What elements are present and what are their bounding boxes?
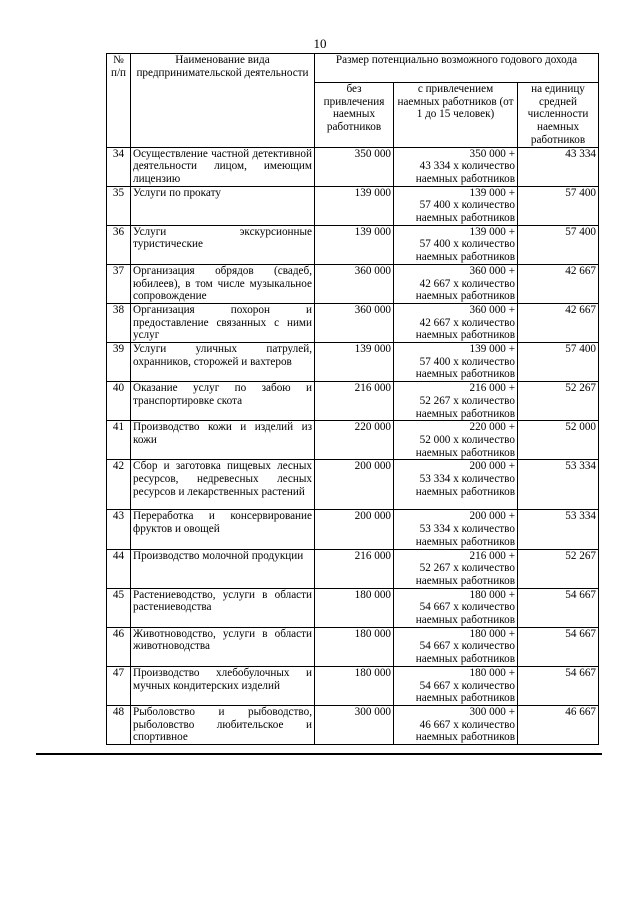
activity-name: Производство кожи и изделий из кожи xyxy=(131,421,315,460)
formula-line: 53 334 х количество xyxy=(419,523,515,536)
activity-name: Организация обрядов (свадеб, юбилеев), в том числе музыкальное сопровождение xyxy=(131,264,315,303)
header-number: № п/п xyxy=(107,54,131,148)
table-row xyxy=(107,510,599,549)
formula-line: 54 667 х количество xyxy=(419,601,515,614)
formula-line: наемных работников xyxy=(415,290,515,303)
income-with-workers xyxy=(394,343,518,382)
table-row xyxy=(107,460,599,510)
formula-line: 139 000 + xyxy=(469,343,515,356)
formula-line: 180 000 + xyxy=(469,588,515,601)
formula-line: наемных работников xyxy=(415,653,515,666)
row-number: 41 xyxy=(107,421,131,460)
formula-line: 180 000 + xyxy=(469,627,515,640)
activity-name: Услуги уличных патрулей, охранников, сторожей и вахтеров xyxy=(131,343,315,382)
income-per-worker: 52 267 xyxy=(518,549,599,588)
formula-line: 216 000 + xyxy=(469,549,515,562)
formula-line: наемных работников xyxy=(415,172,515,185)
formula-line: 46 667 х количество xyxy=(419,718,515,731)
income-per-worker: 54 667 xyxy=(518,588,599,627)
header-with-workers: с привлечением наемных работников (от 1 до 15 человек) xyxy=(394,83,518,148)
income-without-workers: 216 000 xyxy=(315,382,394,421)
formula-line: наемных работников xyxy=(415,212,515,225)
table-row xyxy=(107,421,599,460)
activity-name: Рыболовство и рыбоводство, рыболовство любительское и спортивное xyxy=(131,705,315,744)
bottom-rule xyxy=(36,753,602,755)
activity-name: Услуги по прокату xyxy=(131,186,315,225)
income-per-worker: 53 334 xyxy=(518,460,599,510)
activity-name: Услуги экскурсионные туристические xyxy=(131,225,315,264)
activity-name: Сбор и заготовка пищевых лесных ресурсов, недревесных лесных ресурсов и лекарственных растений xyxy=(131,460,315,510)
income-with-workers xyxy=(394,705,518,744)
formula-line: наемных работников xyxy=(415,574,515,587)
row-number: 40 xyxy=(107,382,131,421)
income-per-worker: 57 400 xyxy=(518,186,599,225)
activity-name: Растениеводство, услуги в области растениеводства xyxy=(131,588,315,627)
income-with-workers xyxy=(394,303,518,342)
income-without-workers: 139 000 xyxy=(315,225,394,264)
row-number: 34 xyxy=(107,147,131,186)
table-row xyxy=(107,382,599,421)
row-number: 46 xyxy=(107,627,131,666)
formula-line: наемных работников xyxy=(415,692,515,705)
activity-name: Производство хлебобулочных и мучных кондитерских изделий xyxy=(131,666,315,705)
income-without-workers: 350 000 xyxy=(315,147,394,186)
formula-line: 52 267 х количество xyxy=(419,394,515,407)
formula-line: 57 400 х количество xyxy=(419,199,515,212)
income-per-worker: 52 267 xyxy=(518,382,599,421)
formula-line: 139 000 + xyxy=(469,186,515,199)
table-row xyxy=(107,303,599,342)
income-with-workers xyxy=(394,147,518,186)
activity-name: Переработка и консервирование фруктов и овощей xyxy=(131,510,315,549)
table-row xyxy=(107,186,599,225)
table-row xyxy=(107,147,599,186)
formula-line: наемных работников xyxy=(415,329,515,342)
formula-line: 57 400 х количество xyxy=(419,355,515,368)
income-without-workers: 360 000 xyxy=(315,264,394,303)
formula-line: 300 000 + xyxy=(469,705,515,718)
income-without-workers: 360 000 xyxy=(315,303,394,342)
header-income-group: Размер потенциально возможного годового дохода xyxy=(315,54,599,83)
activity-name: Осуществление частной детективной деятельности лицом, имеющим лицензию xyxy=(131,147,315,186)
formula-line: 216 000 + xyxy=(469,382,515,395)
income-per-worker: 53 334 xyxy=(518,510,599,549)
formula-line: наемных работников xyxy=(415,731,515,744)
activity-name: Животноводство, услуги в области животноводства xyxy=(131,627,315,666)
formula-line: 360 000 + xyxy=(469,264,515,277)
income-without-workers: 180 000 xyxy=(315,627,394,666)
income-without-workers: 200 000 xyxy=(315,510,394,549)
formula-line: 350 000 + xyxy=(469,147,515,160)
table-row xyxy=(107,627,599,666)
header-per-unit: на единицу средней численности наемных работников xyxy=(518,83,599,148)
income-with-workers xyxy=(394,421,518,460)
formula-line: 200 000 + xyxy=(469,510,515,523)
income-without-workers: 300 000 xyxy=(315,705,394,744)
income-with-workers xyxy=(394,510,518,549)
row-number: 42 xyxy=(107,460,131,510)
income-per-worker: 57 400 xyxy=(518,343,599,382)
activity-name: Производство молочной продукции xyxy=(131,549,315,588)
activity-name: Оказание услуг по забою и транспортировке скота xyxy=(131,382,315,421)
row-number: 44 xyxy=(107,549,131,588)
formula-line: наемных работников xyxy=(415,614,515,627)
income-without-workers: 180 000 xyxy=(315,666,394,705)
income-per-worker: 52 000 xyxy=(518,421,599,460)
income-per-worker: 54 667 xyxy=(518,666,599,705)
formula-line: наемных работников xyxy=(415,446,515,459)
formula-line: 180 000 + xyxy=(469,666,515,679)
income-table xyxy=(106,53,599,745)
income-with-workers xyxy=(394,186,518,225)
formula-line: 220 000 + xyxy=(469,421,515,434)
row-number: 47 xyxy=(107,666,131,705)
formula-line: наемных работников xyxy=(415,485,515,498)
income-per-worker: 43 334 xyxy=(518,147,599,186)
formula-line: 52 000 х количество xyxy=(419,433,515,446)
income-without-workers: 139 000 xyxy=(315,343,394,382)
income-without-workers: 139 000 xyxy=(315,186,394,225)
table-row xyxy=(107,588,599,627)
activity-name: Организация похорон и предоставление связанных с ними услуг xyxy=(131,303,315,342)
header-activity-name: Наименование вида предпринимательской деятельности xyxy=(131,54,315,148)
table-row xyxy=(107,225,599,264)
header-without-workers: без привлечения наемных работников xyxy=(315,83,394,148)
formula-line: 52 267 х количество xyxy=(419,562,515,575)
page-number: 10 xyxy=(313,36,327,51)
formula-line: наемных работников xyxy=(415,368,515,381)
income-per-worker: 57 400 xyxy=(518,225,599,264)
formula-line: 42 667 х количество xyxy=(419,316,515,329)
row-number: 36 xyxy=(107,225,131,264)
income-without-workers: 200 000 xyxy=(315,460,394,510)
row-number: 37 xyxy=(107,264,131,303)
income-per-worker: 42 667 xyxy=(518,264,599,303)
table-row xyxy=(107,264,599,303)
formula-line: наемных работников xyxy=(415,407,515,420)
table-row xyxy=(107,666,599,705)
income-with-workers xyxy=(394,225,518,264)
row-number: 45 xyxy=(107,588,131,627)
formula-line: 54 667 х количество xyxy=(419,679,515,692)
table-row xyxy=(107,705,599,744)
income-with-workers xyxy=(394,588,518,627)
formula-line: наемных работников xyxy=(415,251,515,264)
formula-line: 43 334 х количество xyxy=(419,160,515,173)
row-number: 48 xyxy=(107,705,131,744)
income-without-workers: 220 000 xyxy=(315,421,394,460)
table-row xyxy=(107,549,599,588)
formula-line: 53 334 х количество xyxy=(419,473,515,486)
income-with-workers xyxy=(394,264,518,303)
income-per-worker: 42 667 xyxy=(518,303,599,342)
row-number: 35 xyxy=(107,186,131,225)
formula-line: 360 000 + xyxy=(469,303,515,316)
formula-line: наемных работников xyxy=(415,535,515,548)
income-with-workers xyxy=(394,666,518,705)
income-without-workers: 216 000 xyxy=(315,549,394,588)
income-per-worker: 46 667 xyxy=(518,705,599,744)
table-row xyxy=(107,343,599,382)
formula-line: 42 667 х количество xyxy=(419,277,515,290)
formula-line: 54 667 х количество xyxy=(419,640,515,653)
row-number: 43 xyxy=(107,510,131,549)
formula-line: 57 400 х количество xyxy=(419,238,515,251)
formula-line: 200 000 + xyxy=(469,460,515,473)
row-number: 38 xyxy=(107,303,131,342)
income-with-workers xyxy=(394,460,518,510)
formula-line: 139 000 + xyxy=(469,225,515,238)
income-with-workers xyxy=(394,382,518,421)
income-without-workers: 180 000 xyxy=(315,588,394,627)
row-number: 39 xyxy=(107,343,131,382)
income-with-workers xyxy=(394,627,518,666)
income-with-workers xyxy=(394,549,518,588)
income-per-worker: 54 667 xyxy=(518,627,599,666)
